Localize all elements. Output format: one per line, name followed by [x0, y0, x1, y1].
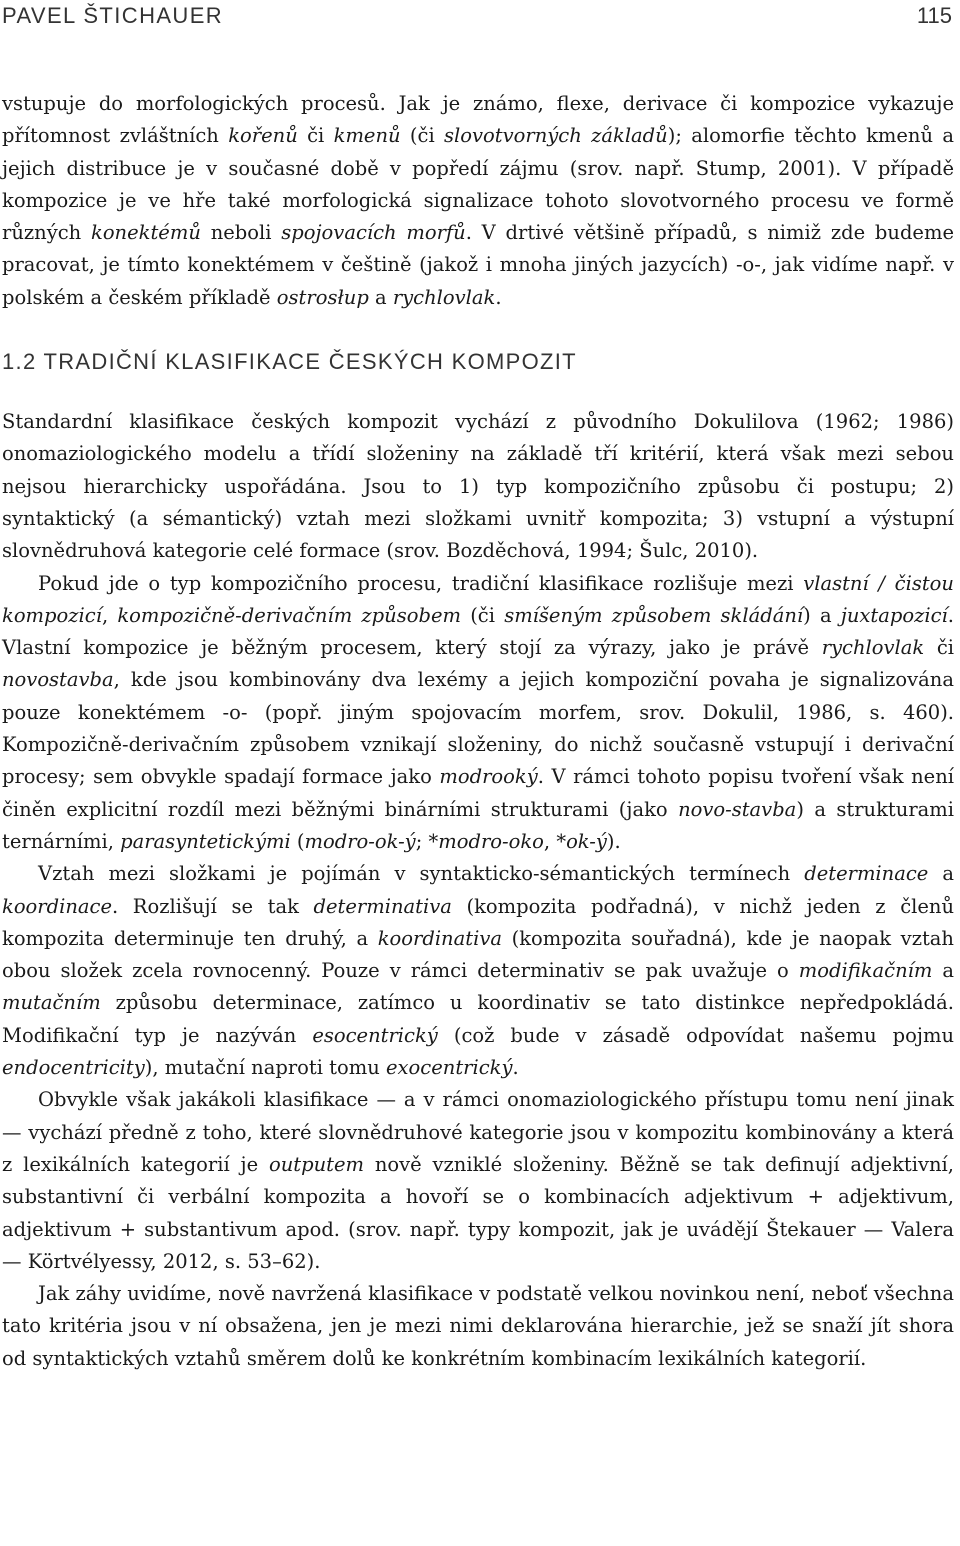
- paragraph-compounding-process: [2, 568, 954, 859]
- text-run: (: [290, 829, 305, 853]
- italic-term: kompozičně-derivačním způsobem: [117, 603, 461, 627]
- italic-term: novostavba: [2, 668, 114, 692]
- italic-term: *modro-oko: [428, 829, 544, 853]
- text-run: ,: [101, 603, 118, 627]
- text-run: ); alomorfie těchto kmenů a jejich distribuce je v současné době v popředí zájmu (srov. např. Stump, 2001). V případě kompozice je ve hře také morfologická signalizace tohoto slovotvorného procesu ve formě různých: [2, 124, 955, 245]
- text-run: . V drtivé většině případů, s nimiž zde budeme pracovat, je tímto konektémem v češtině (jakož i mnoha jiných jazycích) -o-, jak vidíme např. v polském a českém příkladě: [2, 221, 955, 309]
- text-run: a: [368, 285, 393, 309]
- italic-term: konektémů: [91, 221, 201, 245]
- italic-term: slovotvorných základů: [444, 124, 668, 148]
- text-run: ).: [606, 829, 621, 853]
- italic-term: smíšeným způsobem skládání: [504, 603, 804, 627]
- italic-term: determinace: [804, 862, 929, 886]
- italic-term: koordinativa: [377, 926, 502, 950]
- italic-term: *ok-ý: [556, 829, 607, 853]
- text-run: ) a strukturami ternárními,: [2, 797, 954, 853]
- text-run: způsobu determinace, zatímco u koordinativ se tato distinkce nepředpokládá. Modifikační typ je nazýván: [2, 991, 954, 1047]
- paragraph-word-class: [2, 1084, 954, 1278]
- italic-term: modrooký: [439, 765, 538, 789]
- text-run: Pokud jde o typ kompozičního procesu, tradiční klasifikace rozlišuje mezi: [38, 571, 804, 595]
- italic-term: novo-stavba: [678, 797, 797, 821]
- text-run: Standardní klasifikace českých kompozit vychází z původního Dokulilova (1962; 1986) onomaziologického modelu a třídí složeniny na základě tří kritérií, která však mezi sebou nejsou hierarchicky uspořádána. Jsou to 1) typ kompozičního způsobu či postupu; 2) syntaktický (a sémantický) vztah mezi složkami uvnitř kompozita; 3) vstupní a výstupní slovnědruhová kategorie celé formace (srov. Bozděchová, 1994; Šulc, 2010).: [2, 410, 954, 563]
- text-run: (kompozita souřadná), kde je naopak vztah obou složek zcela rovnocenný. Pouze v rámci determinativ se pak uvažuje o: [2, 926, 954, 983]
- text-run: Vztah mezi složkami je pojímán v syntakticko-sémantických termínech: [38, 862, 805, 886]
- text-run: vstupuje do morfologických procesů. Jak je známo, flexe, derivace či kompozice vykazuje přítomnost zvláštních: [2, 92, 954, 148]
- italic-term: spojovacích morfů: [281, 221, 466, 245]
- text-run: či: [297, 124, 334, 148]
- text-run: a: [928, 862, 955, 886]
- text-run: Jak záhy uvidíme, nově navržená klasifikace v podstatě velkou novinkou není, neboť všechna tato kritéria jsou v ní obsažena, jen je mezi nimi deklarována hierarchie, jež se snaží jít shora od syntaktických vztahů směrem dolů ke konkrétním kombinacím lexikálních kategorií.: [2, 1282, 954, 1370]
- text-run: Obvykle však jakákoli klasifikace — a v rámci onomaziologického přístupu tomu není jinak — vychází předně z toho, které slovnědruhové kategorie jsou v kompozitu kombinovány a která z lexikálních kategorií je: [2, 1088, 954, 1176]
- italic-term: determinativa: [313, 894, 452, 918]
- italic-term: rychlovlak: [821, 636, 925, 660]
- italic-term: modifikačním: [798, 959, 933, 983]
- running-header: [0, 0, 960, 40]
- italic-term: parasyntetickými: [120, 829, 291, 853]
- text-run: .: [512, 1056, 519, 1080]
- text-run: (kompozita podřadná), v nichž jeden z členů kompozita determinuje ten druhý, a: [2, 894, 955, 950]
- page-number: 115: [916, 3, 952, 28]
- page-body: [2, 88, 954, 1375]
- paragraph-new-classification: [2, 1278, 954, 1375]
- text-run: ), mutační naproti tomu: [144, 1056, 387, 1080]
- text-run: (či: [400, 124, 445, 148]
- italic-term: esocentrický: [312, 1023, 438, 1047]
- italic-term: juxtapozicí: [840, 603, 948, 627]
- paragraph-component-relation: [2, 858, 954, 1084]
- text-run: (což bude v zásadě odpovídat našemu pojmu: [437, 1023, 954, 1047]
- text-run: neboli: [200, 221, 282, 245]
- text-run: a: [932, 959, 954, 983]
- italic-term: kořenů: [228, 124, 298, 148]
- text-run: ;: [415, 829, 429, 853]
- paragraph-continued: [2, 88, 954, 314]
- paragraph-classification-intro: [2, 406, 954, 567]
- italic-term: outputem: [268, 1152, 364, 1176]
- text-run: (či: [460, 603, 505, 627]
- italic-term: mutačním: [2, 991, 101, 1015]
- text-run: nově vzniklé složeniny. Běžně se tak definují adjektivní, substantivní či verbální kompozita a hovoří se o kombinacích adjektivum + adjektivum, adjektivum + substantivum apod. (srov. např. typy kompozit, jak je uvádějí Štekauer — Valera — Körtvélyessy, 2012, s. 53–62).: [2, 1152, 954, 1273]
- italic-term: modro-ok-ý: [304, 829, 416, 853]
- running-head-author: PAVEL ŠTICHAUER: [2, 3, 224, 28]
- text-run: ,: [543, 829, 557, 853]
- italic-term: rychlovlak: [392, 285, 496, 309]
- section-heading: 1.2 TRADIČNÍ KLASIFIKACE ČESKÝCH KOMPOZIT: [2, 349, 577, 375]
- text-run: . Rozlišují se tak: [111, 894, 314, 918]
- italic-term: ostrosłup: [276, 285, 369, 309]
- italic-term: vlastní / čistou kompozicí: [2, 571, 954, 627]
- italic-term: endocentricity: [2, 1056, 145, 1080]
- text-run: , kde jsou kombinovány dva lexémy a jejich kompoziční povaha je signalizována pouze konektémem -o- (popř. jiným spojovacím morfem, srov. Dokulil, 1986, s. 460). Kompozičně-derivačním způsobem vznikají složeniny, do nichž současně vstupují i derivační procesy; sem obvykle spadají formace jako: [2, 668, 954, 789]
- text-run: . Vlastní kompozice je běžným procesem, který stojí za výrazy, jako je právě: [2, 603, 954, 660]
- text-run: . V rámci tohoto popisu tvoření však není činěn explicitní rozdíl mezi běžnými binárními strukturami (jako: [2, 765, 954, 821]
- italic-term: exocentrický: [386, 1056, 513, 1080]
- italic-term: kmenů: [333, 124, 401, 148]
- italic-term: koordinace: [2, 894, 112, 918]
- text-run: .: [495, 285, 502, 309]
- text-run: ) a: [803, 603, 841, 627]
- text-run: či: [924, 636, 955, 660]
